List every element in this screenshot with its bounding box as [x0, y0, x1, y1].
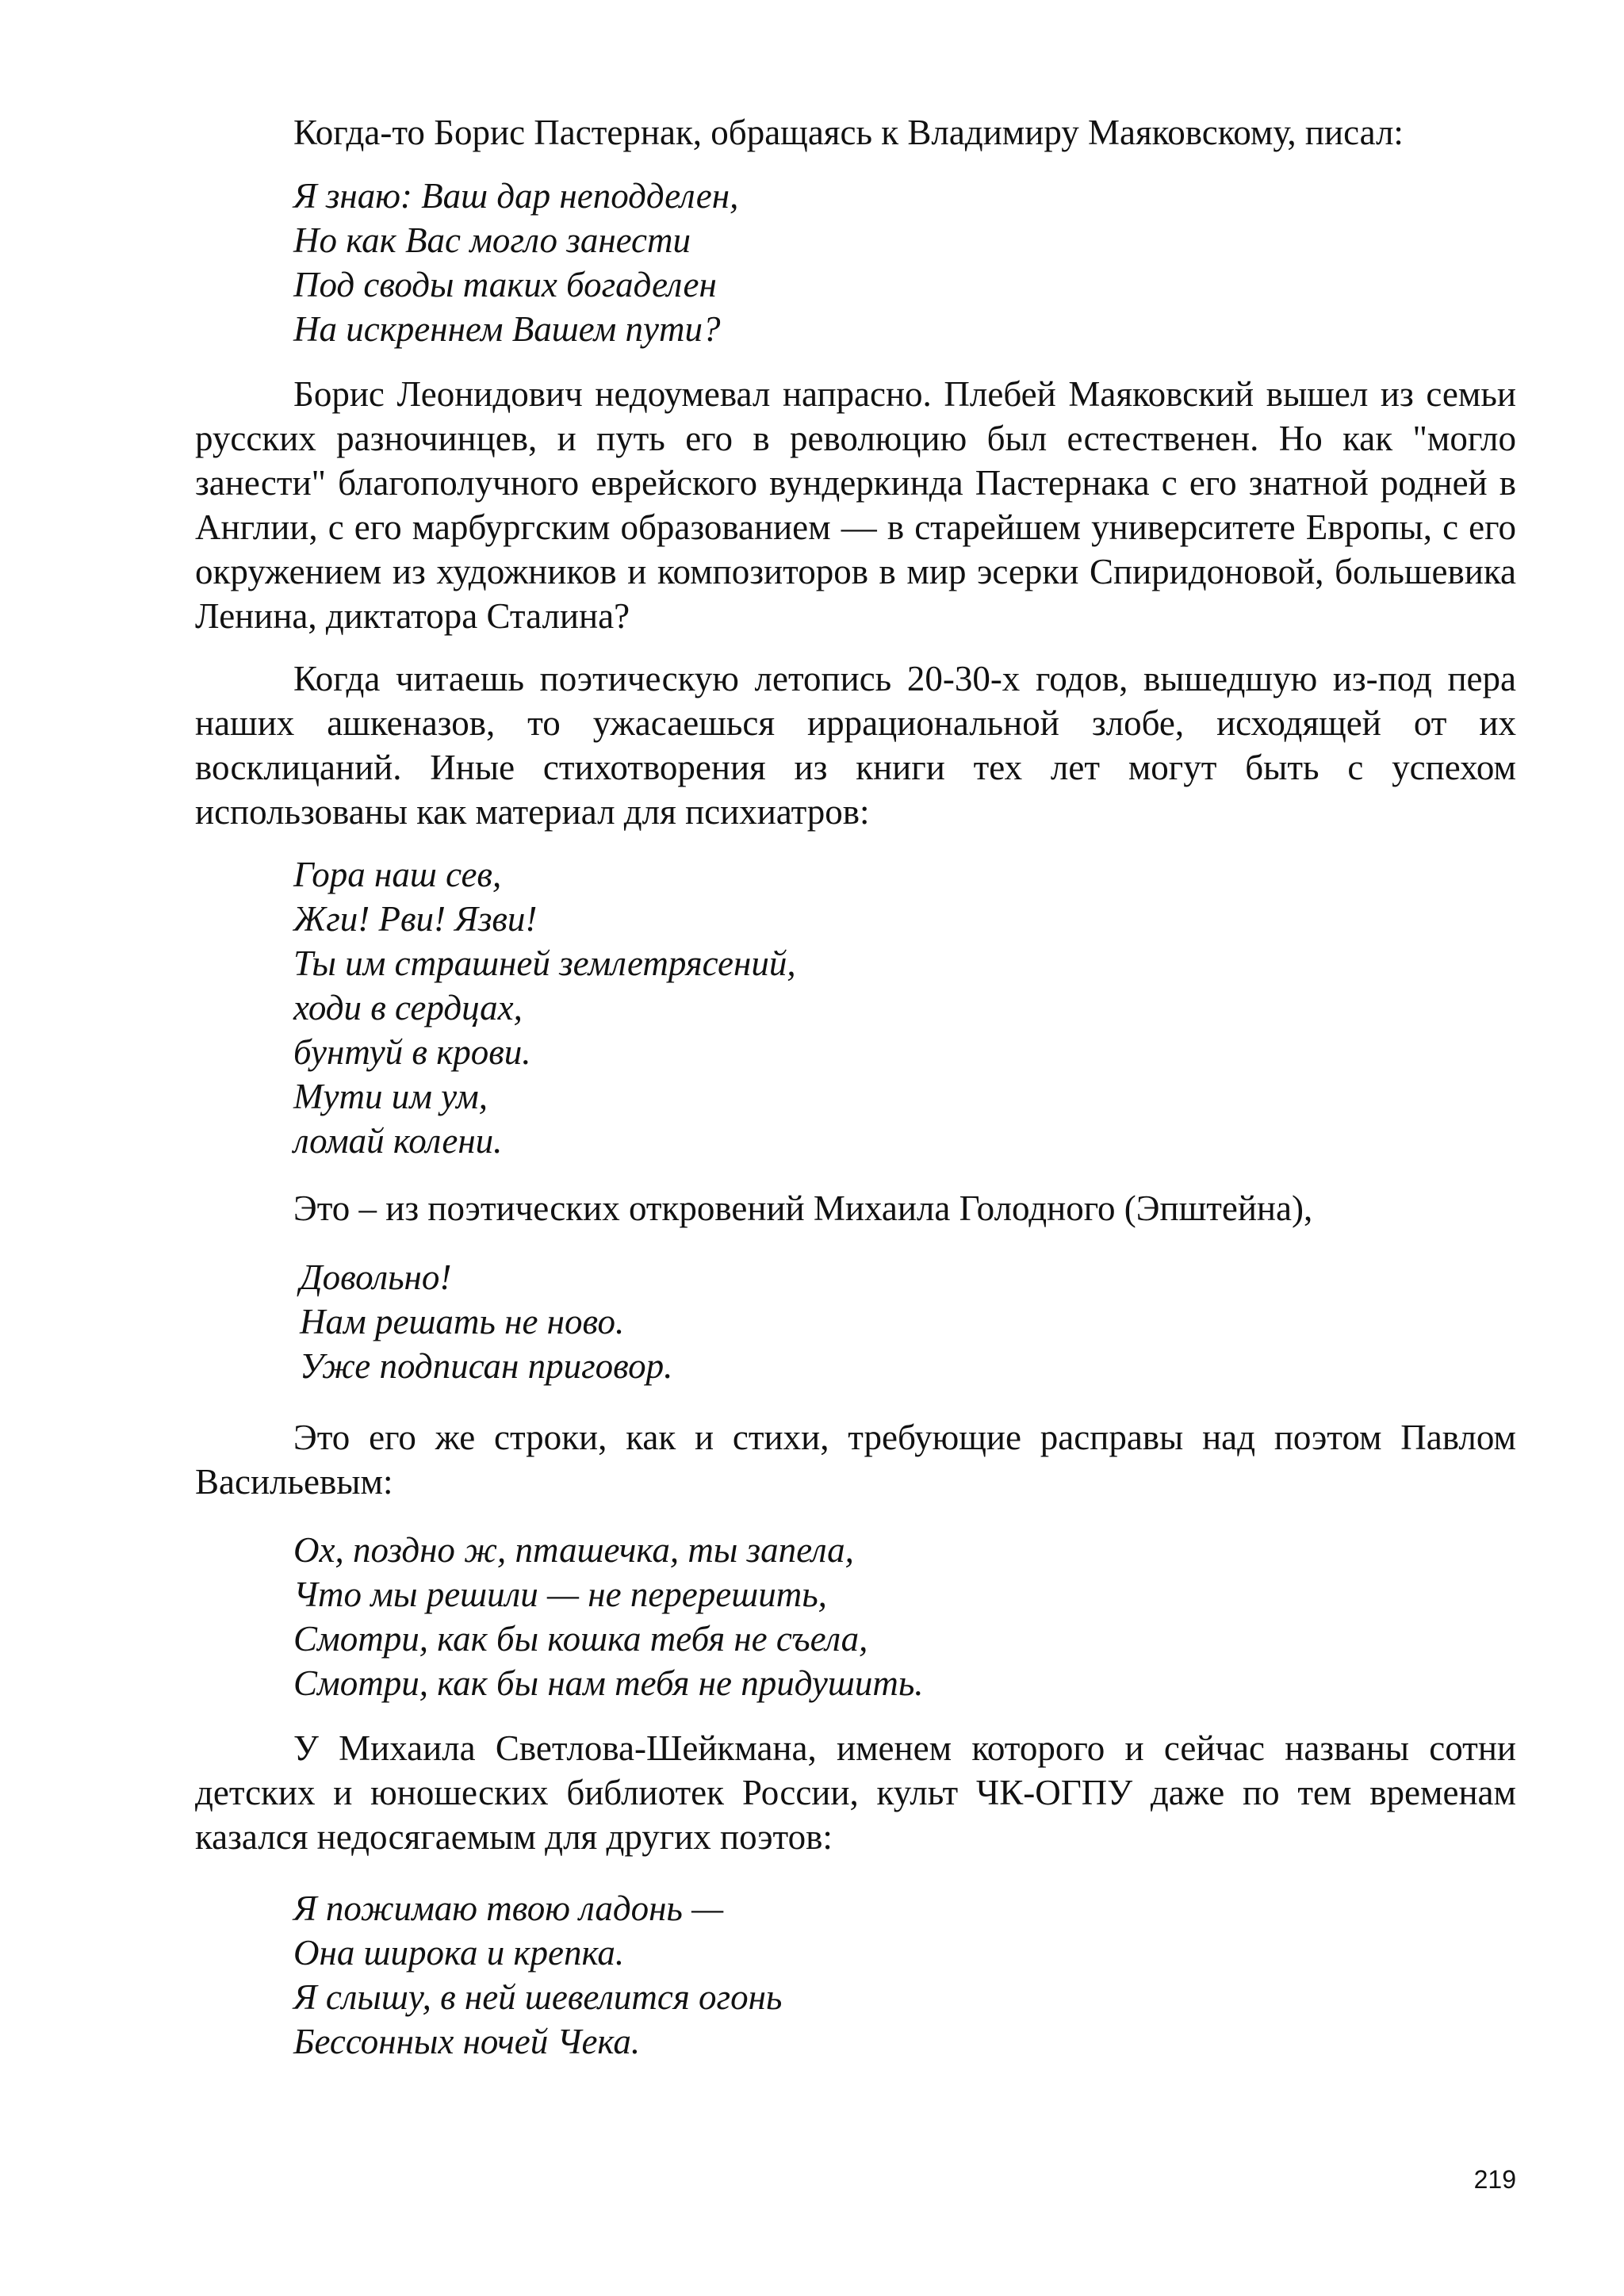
poem-line: Ты им страшней землетрясений, — [293, 943, 796, 983]
paragraph-text: У Михаила Светлова-Шейкмана, именем которого и сейчас названы сотни детских и юношеских библиотек России, культ ЧК-ОГПУ даже по тем временам казался недосягаемым для других поэтов: — [195, 1728, 1516, 1857]
poem-line: Она широка и крепка. — [293, 1933, 625, 1973]
poem-line: Довольно! — [300, 1257, 452, 1297]
poem-golodny-3 — [293, 1528, 1404, 1705]
poem-line: Смотри, как бы нам тебя не придушить. — [293, 1663, 924, 1703]
poem-line: Мути им ум, — [293, 1077, 488, 1116]
page-number: 219 — [1473, 2165, 1516, 2194]
poem-line: Жги! Рви! Язви! — [293, 899, 538, 939]
poem-line: ломай колени. — [293, 1121, 503, 1161]
poem-line: Ох, поздно ж, пташечка, ты запела, — [293, 1530, 854, 1570]
paragraph-text: Когда-то Борис Пастернак, обращаясь к Владимиру Маяковскому, писал: — [293, 113, 1404, 152]
paragraph-vasiliev — [195, 1415, 1516, 1504]
poem-line: Нам решать не ново. — [300, 1302, 625, 1341]
poem-line: бунтуй в крови. — [293, 1032, 531, 1072]
paragraph-mayakovsky — [195, 372, 1516, 638]
paragraph-svetlov — [195, 1726, 1516, 1859]
paragraph-text: Это его же строки, как и стихи, требующие расправы над поэтом Павлом Васильевым: — [195, 1418, 1516, 1502]
paragraph-intro — [195, 110, 1516, 155]
poem-golodny-1 — [293, 852, 1404, 1163]
paragraph-text: Борис Леонидович недоумевал напрасно. Плебей Маяковский вышел из семьи русских разночинцев, и путь его в революцию был естественен. Но как "могло занести" благополучного еврейского вундеркинда Пастернака с его знатной родней в Англии, с его марбургским образованием — в старейшем университете Европы, с его окружением из художников и композиторов в мир эсерки Спиридоновой, большевика Ленина, диктатора Сталина? — [195, 374, 1516, 636]
paragraph-golodny — [195, 1186, 1516, 1230]
poem-line: Я пожимаю твою ладонь — — [293, 1888, 724, 1928]
paragraph-text: Когда читаешь поэтическую летопись 20-30-х годов, вышедшую из-под пера наших ашкеназов, то ужасаешься иррациональной злобе, исходящей от их восклицаний. Иные стихотворения из книги тех лет могут быть с успехом использованы как материал для психиатров: — [195, 659, 1516, 832]
poem-line: На искреннем Вашем пути? — [293, 309, 721, 349]
paragraph-chronicle — [195, 656, 1516, 834]
poem-line: Что мы решили — не перерешить, — [293, 1575, 827, 1614]
poem-line: ходи в сердцах, — [293, 988, 523, 1027]
poem-line: Я знаю: Ваш дар неподделен, — [293, 176, 739, 216]
poem-line: Но как Вас могло занести — [293, 220, 691, 260]
poem-line: Гора наш сев, — [293, 855, 502, 894]
paragraph-text: Это – из поэтических откровений Михаила Голодного (Эпштейна), — [293, 1188, 1313, 1228]
poem-pasternak — [293, 174, 1404, 351]
poem-line: Уже подписан приговор. — [300, 1346, 673, 1386]
poem-line: Смотри, как бы кошка тебя не съела, — [293, 1619, 868, 1659]
poem-line: Под своды таких богаделен — [293, 265, 717, 304]
poem-golodny-2 — [300, 1255, 1410, 1388]
poem-line: Бессонных ночей Чека. — [293, 2022, 641, 2061]
poem-line: Я слышу, в ней шевелится огонь — [293, 1977, 783, 2017]
poem-svetlov — [293, 1886, 1404, 2064]
